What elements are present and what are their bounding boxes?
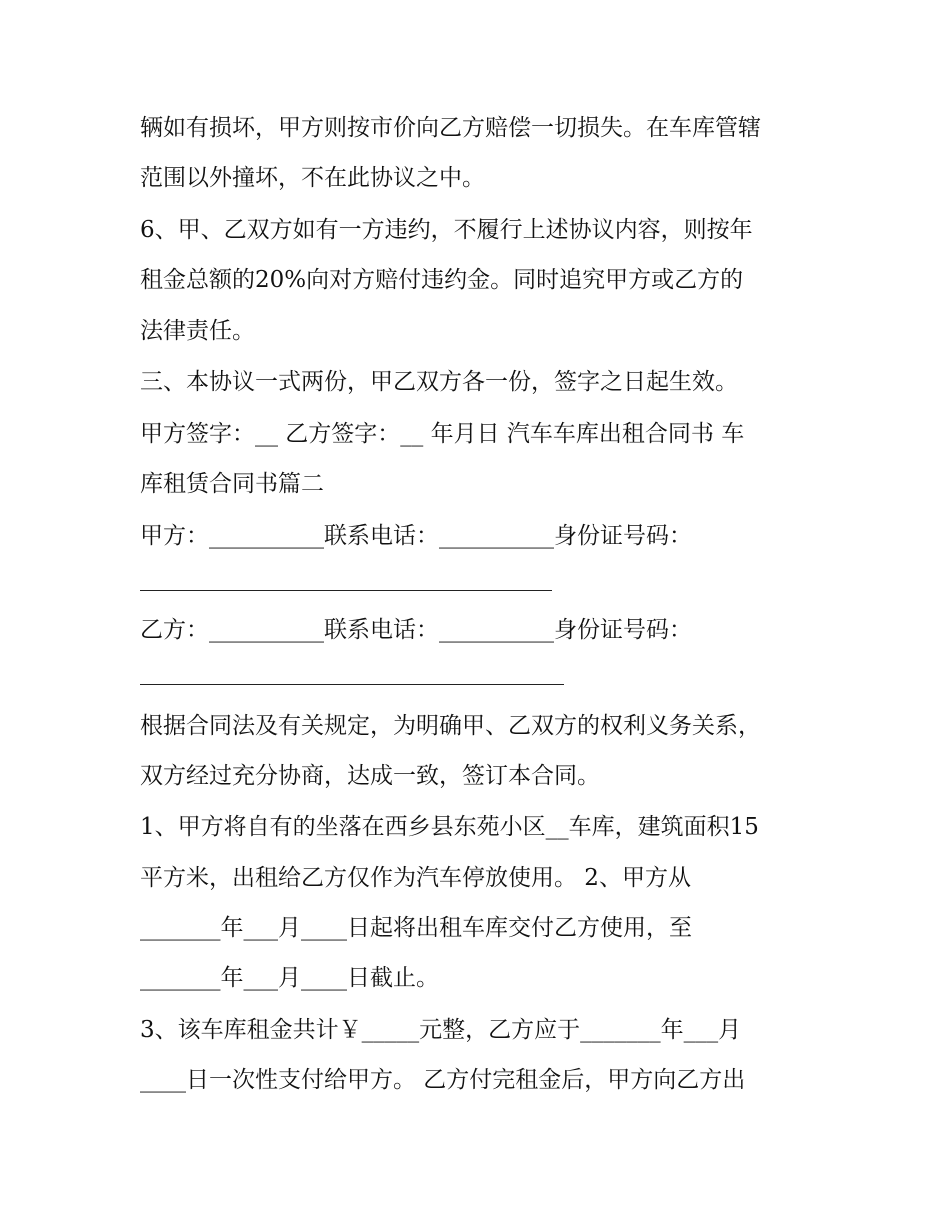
text-line-13: 1、甲方将自有的坐落在西乡县东苑小区__车库，建筑面积15 — [140, 814, 759, 840]
text-line-2: 范围以外撞坏，不在此协议之中。 — [140, 165, 485, 191]
text-line-14: 平方米，出租给乙方仅作为汽车停放使用。 2、甲方从 — [140, 865, 691, 891]
text-line-11: 根据合同法及有关规定，为明确甲、乙双方的权利义务关系， — [140, 713, 761, 739]
text-line-15: _______年___月____日起将出租车库交付乙方使用，至 — [140, 915, 692, 941]
party-a-line: 甲方：__________联系电话：__________身份证号码： — [140, 523, 692, 549]
text-line-17: 3、该车库租金共计￥_____元整，乙方应于_______年___月 — [140, 1017, 742, 1043]
party-b-id-rule — [140, 684, 564, 685]
text-line-3: 6、甲、乙双方如有一方违约，不履行上述协议内容，则按年 — [140, 217, 753, 243]
text-line-4: 租金总额的20%向对方赔付违约金。同时追究甲方或乙方的 — [140, 267, 744, 293]
party-b-line: 乙方：__________联系电话：__________身份证号码： — [140, 617, 692, 643]
text-line-8: 库租赁合同书篇二 — [140, 471, 324, 497]
party-a-id-rule — [140, 590, 552, 591]
text-line-5: 法律责任。 — [140, 318, 255, 344]
text-line-1: 辆如有损坏，甲方则按市价向乙方赔偿一切损失。在车库管辖 — [140, 115, 761, 141]
text-line-7: 甲方签字：__ 乙方签字：__ 年月日 汽车车库出租合同书 车 — [140, 421, 745, 447]
text-line-16: _______年___月____日截止。 — [140, 965, 439, 991]
text-line-18: ____日一次性支付给甲方。 乙方付完租金后，甲方向乙方出 — [140, 1067, 746, 1093]
text-line-12: 双方经过充分协商，达成一致，签订本合同。 — [140, 763, 600, 789]
text-line-6: 三、本协议一式两份，甲乙双方各一份，签字之日起生效。 — [140, 369, 738, 395]
